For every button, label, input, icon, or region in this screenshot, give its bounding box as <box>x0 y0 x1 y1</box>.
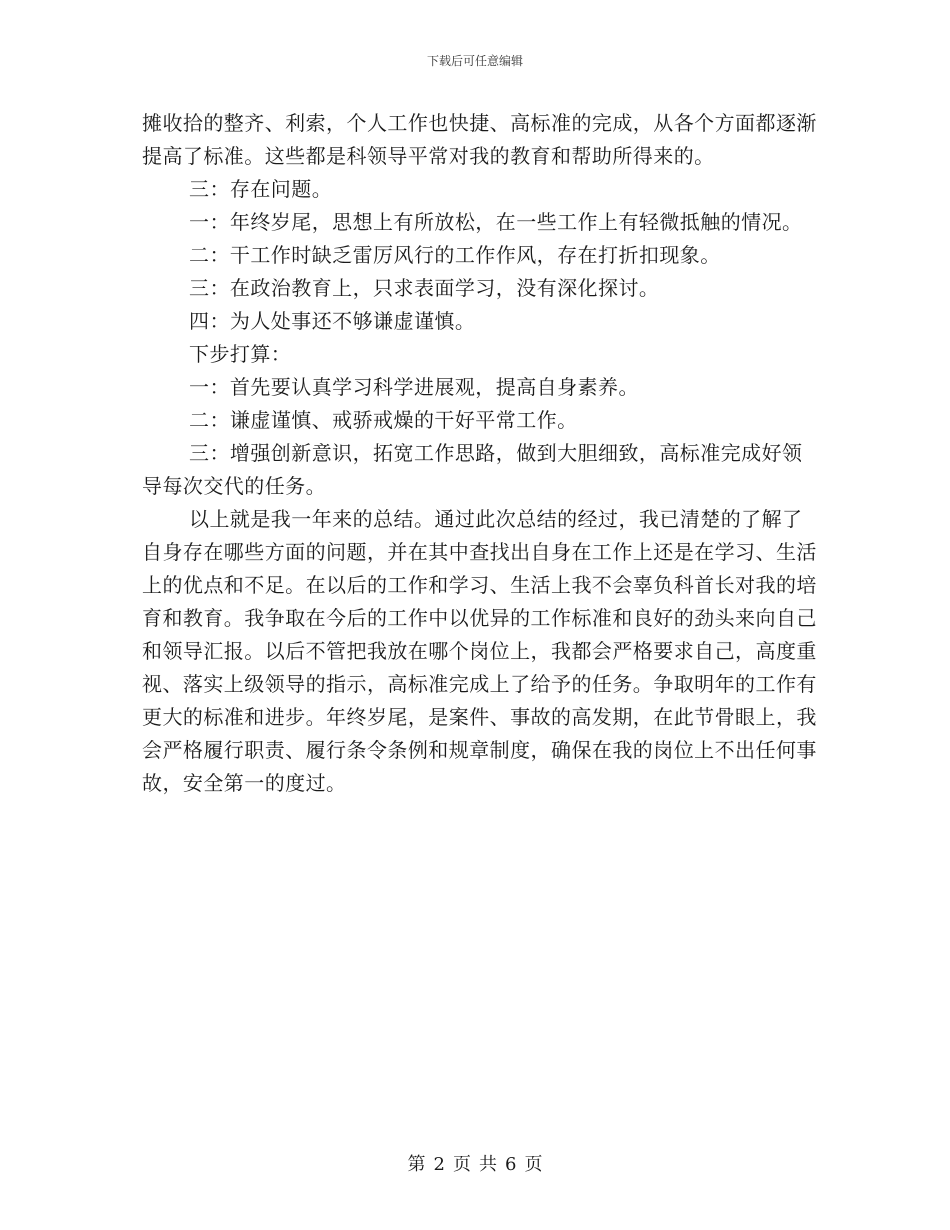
paragraph-8: 一：首先要认真学习科学进展观，提高自身素养。 <box>189 375 639 399</box>
paragraph-9: 二：谦虚谨慎、戒骄戒燥的干好平常工作。 <box>189 408 578 432</box>
paragraph-2: 三：存在问题。 <box>189 177 333 201</box>
document-body <box>142 107 818 800</box>
page-label-total-pre: 共 <box>479 1154 497 1175</box>
page-label-pre: 第 <box>407 1154 426 1175</box>
page-header-note: 下载后可任意编辑 <box>426 54 523 68</box>
paragraph-5: 三：在政治教育上，只求表面学习，没有深化探讨。 <box>189 276 660 300</box>
paragraph-1: 摊收拾的整齐、利索，个人工作也快捷、高标准的完成，从各个方面都逐渐提高了标准。这些都是科领导平常对我的教育和帮助所得来的。 <box>142 111 817 168</box>
page-current: 2 <box>433 1154 445 1175</box>
paragraph-11: 以上就是我一年来的总结。通过此次总结的经过，我已清楚的了解了自身存在哪些方面的问题，并在其中查找出自身在工作上还是在学习、生活上的优点和不足。在以后的工作和学习、生活上我不会辜负科首长对我的培育和教育。我争取在今后的工作中以优异的工作标准和良好的劲头来向自己和领导汇报。以后不管把我放在哪个岗位上，我都会严格要求自己，高度重视、落实上级领导的指示，高标准完成上了给予的任务。争取明年的工作有更大的标准和进步。年终岁尾，是案件、事故的高发期，在此节骨眼上，我会严格履行职责、履行条令条例和规章制度，确保在我的岗位上不出任何事故，安全第一的度过。 <box>142 507 817 795</box>
paragraph-6: 四：为人处事还不够谦虚谨慎。 <box>189 309 476 333</box>
paragraph-4: 二：干工作时缺乏雷厉风行的工作作风，存在打折扣现象。 <box>189 243 721 267</box>
page-number-footer <box>0 1153 950 1177</box>
page-label-mid: 页 <box>453 1154 471 1175</box>
paragraph-3: 一：年终岁尾，思想上有所放松，在一些工作上有轻微抵触的情况。 <box>189 210 803 234</box>
paragraph-7: 下步打算： <box>189 342 292 366</box>
page-label-post: 页 <box>524 1154 543 1175</box>
page-total: 6 <box>505 1154 517 1175</box>
paragraph-10: 三：增强创新意识，拓宽工作思路，做到大胆细致，高标准完成好领导每次交代的任务。 <box>142 441 803 498</box>
